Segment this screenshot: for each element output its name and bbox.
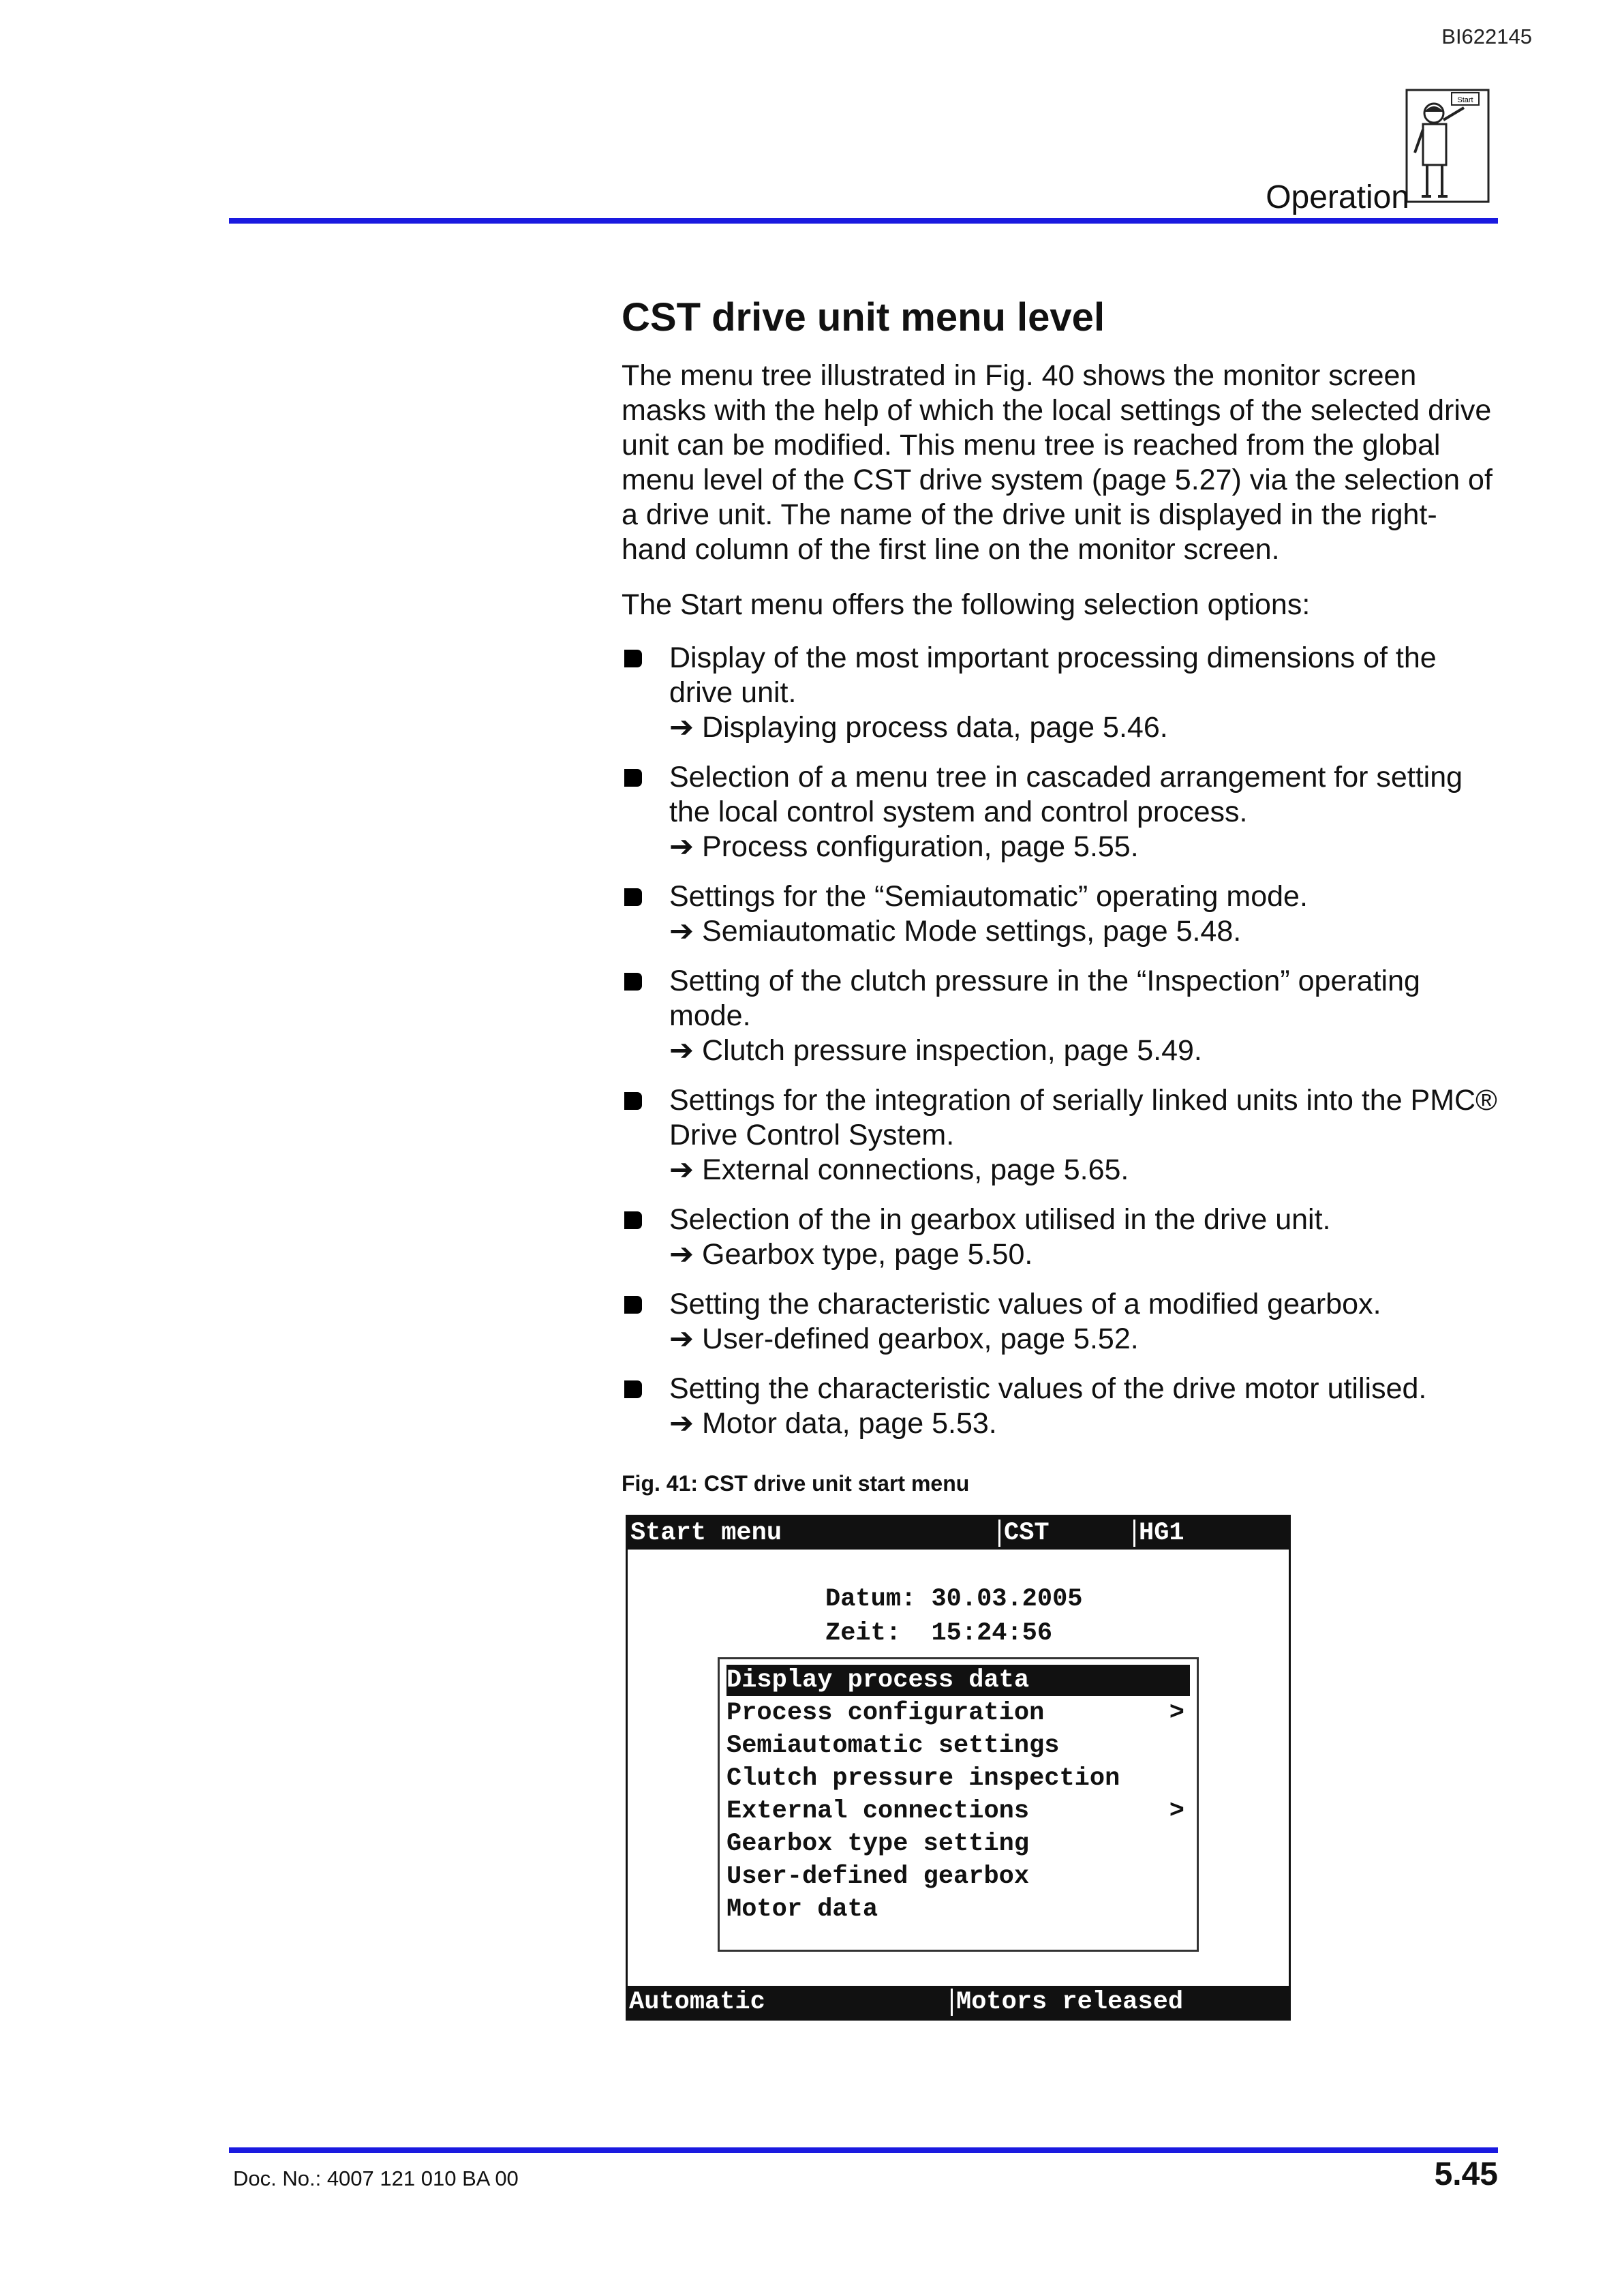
option-text: Settings for the integration of serially linked units into the PMC® Drive Control System. <box>669 1084 1497 1151</box>
bullet-icon <box>624 888 642 906</box>
bullet-icon <box>624 650 642 667</box>
list-item <box>622 879 1501 949</box>
time-label: Zeit: <box>825 1619 902 1648</box>
time-row <box>825 1616 1052 1650</box>
menu-item-display-process-data[interactable] <box>726 1665 1190 1696</box>
menu-item-clutch-pressure-inspection[interactable] <box>726 1763 1190 1794</box>
reference-text: Motor data, page 5.53. <box>702 1407 997 1440</box>
bar-divider <box>1133 1520 1135 1547</box>
time-value: 15:24:56 <box>931 1619 1053 1648</box>
option-list <box>622 641 1501 1456</box>
menu-item-label: Display process data <box>726 1666 1030 1695</box>
figure-caption: Fig. 41: CST drive unit start menu <box>622 1471 970 1496</box>
bullet-icon <box>624 1296 642 1314</box>
arrow-icon: ➔ <box>669 1406 694 1440</box>
arrow-icon: ➔ <box>669 830 694 864</box>
list-item <box>622 760 1501 864</box>
menu-item-label: Gearbox type setting <box>726 1830 1030 1858</box>
cross-reference <box>669 1033 1501 1068</box>
menu-item-external-connections[interactable] <box>726 1796 1190 1827</box>
start-menu <box>718 1657 1199 1952</box>
cross-reference <box>669 1153 1501 1188</box>
start-sign-text: Start <box>1457 96 1473 104</box>
operator-start-icon <box>1404 87 1491 205</box>
system-name: CST <box>1004 1519 1050 1547</box>
reference-text: Semiautomatic Mode settings, page 5.48. <box>702 915 1242 948</box>
section-label: Operation <box>1266 179 1409 215</box>
cross-reference <box>669 1406 1501 1441</box>
list-item <box>622 1372 1501 1441</box>
arrow-icon: ➔ <box>669 1153 694 1187</box>
section-title: CST drive unit menu level <box>622 295 1105 339</box>
document-number: Doc. No.: 4007 121 010 BA 00 <box>233 2166 519 2190</box>
menu-item-label: Semiautomatic settings <box>726 1732 1060 1760</box>
screen-status-bar <box>628 1986 1289 2019</box>
reference-text: External connections, page 5.65. <box>702 1153 1129 1186</box>
screen-title-bar <box>628 1517 1289 1550</box>
menu-item-label: Process configuration <box>726 1699 1045 1727</box>
option-text: Settings for the “Semiautomatic” operating mode. <box>669 880 1308 913</box>
motor-status: Motors released <box>956 1988 1184 2016</box>
option-text: Setting the characteristic values of the drive motor utilised. <box>669 1372 1427 1405</box>
bullet-icon <box>624 973 642 991</box>
monitor-screen <box>626 1515 1291 2021</box>
bar-divider <box>951 1989 953 2016</box>
arrow-icon: ➔ <box>669 710 694 744</box>
cross-reference <box>669 1237 1501 1272</box>
cross-reference <box>669 830 1501 864</box>
list-item <box>622 641 1501 745</box>
menu-item-user-defined-gearbox[interactable] <box>726 1861 1190 1892</box>
option-text: Selection of the in gearbox utilised in the drive unit. <box>669 1203 1331 1236</box>
bar-divider <box>998 1520 1000 1547</box>
option-text: Setting the characteristic values of a modified gearbox. <box>669 1288 1381 1320</box>
menu-item-label: External connections <box>726 1797 1030 1826</box>
bullet-icon <box>624 1092 642 1110</box>
reference-text: Process configuration, page 5.55. <box>702 830 1139 863</box>
list-item <box>622 964 1501 1068</box>
footer-rule <box>229 2147 1498 2153</box>
reference-text: Clutch pressure inspection, page 5.49. <box>702 1034 1202 1067</box>
option-text: Display of the most important processing dimensions of the drive unit. <box>669 641 1437 709</box>
arrow-icon: ➔ <box>669 1237 694 1271</box>
cross-reference <box>669 710 1501 745</box>
menu-item-semiautomatic-settings[interactable] <box>726 1730 1190 1762</box>
bullet-icon <box>624 1211 642 1229</box>
date-label: Datum: <box>825 1585 917 1614</box>
option-text: Selection of a menu tree in cascaded arrangement for setting the local control system and control process. <box>669 761 1463 828</box>
arrow-icon: ➔ <box>669 1322 694 1356</box>
intro-paragraph: The menu tree illustrated in Fig. 40 shows the monitor screen masks with the help of which the local settings of the selected drive unit can be modified. This menu tree is reached from the global menu level of the CST drive system (page 5.27) via the selection of a drive unit. The name of the drive unit is displayed in the right-hand column of the first line on the monitor screen. <box>622 359 1493 566</box>
bullet-icon <box>624 769 642 787</box>
document-id: BI622145 <box>1441 25 1532 48</box>
cross-reference <box>669 1322 1501 1357</box>
menu-item-label: User-defined gearbox <box>726 1862 1030 1891</box>
date-row <box>825 1582 1083 1616</box>
arrow-icon: ➔ <box>669 1033 694 1068</box>
page-number: 5.45 <box>1434 2156 1498 2192</box>
operating-mode-status: Automatic <box>629 1988 765 2016</box>
screen-title: Start menu <box>630 1519 782 1547</box>
drive-unit-name: HG1 <box>1139 1519 1184 1547</box>
menu-item-motor-data[interactable] <box>726 1894 1190 1925</box>
cross-reference <box>669 914 1501 949</box>
list-item <box>622 1203 1501 1272</box>
lead-paragraph: The Start menu offers the following selection options: <box>622 588 1311 621</box>
date-value: 30.03.2005 <box>931 1585 1083 1614</box>
submenu-indicator: > <box>1169 1797 1184 1826</box>
menu-item-label: Clutch pressure inspection <box>726 1764 1120 1793</box>
option-text: Setting of the clutch pressure in the “Inspection” operating mode. <box>669 965 1420 1032</box>
reference-text: Gearbox type, page 5.50. <box>702 1238 1033 1271</box>
header-rule <box>229 218 1498 224</box>
submenu-indicator: > <box>1169 1699 1184 1727</box>
menu-item-process-configuration[interactable] <box>726 1697 1190 1729</box>
menu-item-gearbox-type-setting[interactable] <box>726 1828 1190 1860</box>
arrow-icon: ➔ <box>669 914 694 948</box>
menu-item-label: Motor data <box>726 1895 878 1924</box>
list-item <box>622 1083 1501 1188</box>
reference-text: User-defined gearbox, page 5.52. <box>702 1323 1139 1355</box>
bullet-icon <box>624 1380 642 1398</box>
reference-text: Displaying process data, page 5.46. <box>702 711 1168 744</box>
list-item <box>622 1287 1501 1357</box>
